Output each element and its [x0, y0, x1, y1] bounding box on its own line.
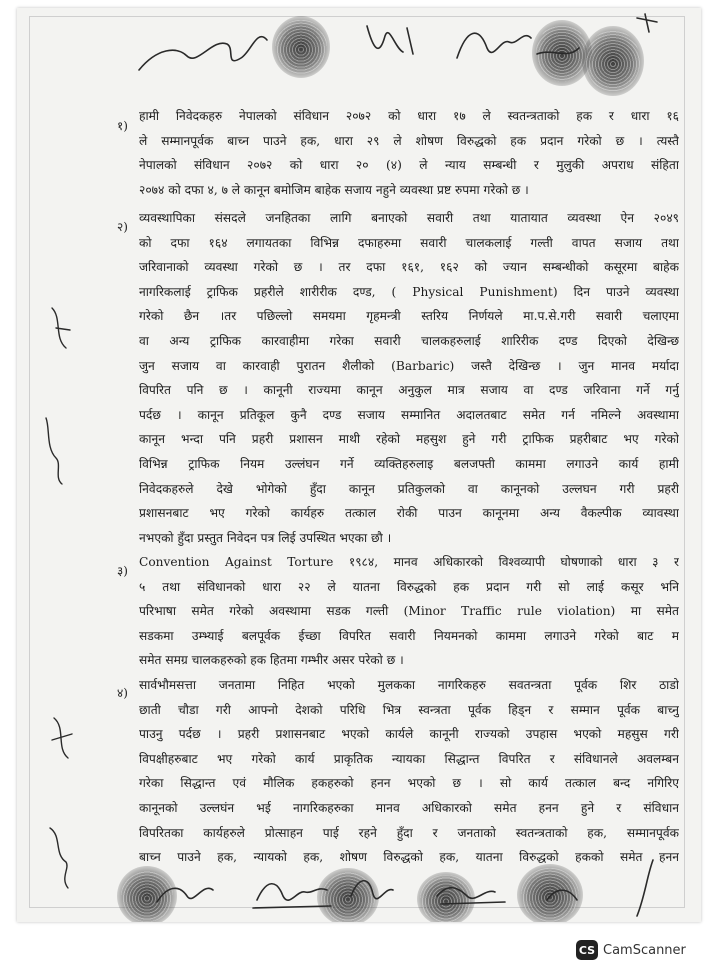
paragraph-2-line: विपरित पनि छ । कानूनी राज्यमा कानून अनुकुल मात्र सजाय वा दण्ड जरिवाना गर्ने गर्नु [139, 383, 679, 398]
paragraph-2-line: प्रशासनबाट भए गरेको कार्यहरु तत्काल रोकी पाउन कानूनमा अन्य वैकल्पीक व्यावस्था [139, 506, 679, 521]
paragraph-1 [139, 104, 679, 202]
margin-signatures-left [32, 288, 92, 908]
paragraph-4-line: विपक्षीहरुबाट भए गरेको कार्य प्राकृतिक न्यायका सिद्धान्त विपरित र संविधानले अवलम्बन [139, 751, 679, 766]
paragraph-2-line: गरेको छैन ।तर पछिल्लो समयमा गृहमन्त्री स्तरिय निर्णयले मा.प.से.गरी सवारी चलाएमा [139, 309, 679, 324]
paragraph-2-line: निवेदकहरुले देखे भोगेको हुँदा कानून प्रतिकुलको वा कानूनको उल्लघन गरी प्रहरी [139, 481, 679, 496]
paragraph-4 [139, 673, 679, 870]
paragraph-2 [139, 206, 679, 550]
paragraph-1-line: ले सम्मानपूर्वक बाच्न पाउने हक, धारा २९ ले शोषण विरुद्धको हक प्रदान गरेको छ । त्यस्तै [139, 133, 679, 148]
paragraph-2-line: जरिवानाको व्यवस्था गरेको छ । तर दफा १६१, १६२ को ज्यान सम्बन्धीको कसूरमा बाहेक [139, 260, 679, 275]
paragraph-4-line: पाउनु पर्दछ । प्रहरी प्रशासनबाट भएको कार्यले कानूनी राज्यको उपहास भएको महसुस गरी [139, 727, 679, 742]
paragraph-3-line: सडकमा उम्भ्याई बलपूर्वक ईच्छा विपरित सवारी नियमनको काममा लगाउने गरेको बाट म [139, 628, 679, 643]
paragraph-2-line: नागरिकलाई ट्राफिक प्रहरीले शारीरीक दण्ड, ( Physical Punishment) दिन पाउने व्यवस्था [139, 284, 679, 299]
signature-bottom [117, 856, 677, 922]
paragraph-1-line: हामी निवेदकहरु नेपालको संविधान २०७२ को धारा १७ ले स्वतन्त्रताको हक र धारा १६ [139, 109, 679, 123]
paragraph-number-2: २) [117, 220, 128, 234]
paragraph-number-4: ४) [117, 686, 128, 700]
paragraph-4-line: सार्वभौमसत्ता जनतामा निहित भएको मुलकका नागरिकहरु सवतन्त्रता पूर्वक शिर ठाडो [139, 678, 679, 692]
camscanner-badge: CS [576, 940, 598, 960]
paragraph-2-line: व्यवस्थापिका संसदले जनहितका लागि बनाएको सवारी तथा यातायात व्यवस्था ऐन २०४९ [139, 211, 679, 225]
paragraph-3-line: परिभाषा समेत गरेको अवस्थामा सडक गल्ती (Minor Traffic rule violation) मा समेत [139, 604, 679, 619]
paragraph-number-1: १) [117, 119, 128, 133]
paragraph-2-line: जुन सजाय वा कारवाही पुरातन शैलीको (Barbaric) जस्तै देखिन्छ । जुन मानव मर्यादा [139, 358, 679, 373]
paragraph-2-line: विभिन्न ट्राफिक नियम उल्लंघन गर्ने व्यक्तिहरुलाइ बलजफ्ती काममा लगाउने कार्य हामी [139, 456, 679, 471]
paragraph-4-line: छाती चौडा गरी आफ्नो देशको परिधि भित्र स्वन्त्रता पूर्वक हिड्न र सम्मान पूर्वक बाच्नु [139, 702, 679, 717]
signature-top [117, 8, 677, 88]
paragraph-2-line: को दफा १६४ लगायतका विभिन्न दफाहरुमा सवारी चालकलाई गल्ती वापत सजाय तथा [139, 235, 679, 250]
paragraph-2-line: पर्दछ । कानून प्रतिकूल कुनै दण्ड सजाय सम्मानित अदालतबाट समेत गर्न नमिल्ने अवस्थामा [139, 407, 679, 422]
paragraph-1-line: २०७४ को दफा ४, ७ ले कानून बमोजिम बाहेक सजाय नहुने व्यवस्था प्रष्ट रुपमा गरेको छ । [139, 182, 529, 197]
paragraph-2-line: नभएको हुँदा प्रस्तुत निवेदन पत्र लिई उपस्थित भएका छौ । [139, 530, 392, 545]
paragraph-2-line: कानून भन्दा पनि प्रहरी प्रशासन माथी रहेको महसुश हुने गरी ट्राफिक प्रहरीबाट भए गरेको [139, 432, 679, 447]
scanned-page [17, 8, 701, 922]
camscanner-name: CamScanner [603, 942, 686, 958]
paragraph-3 [139, 550, 679, 673]
paragraph-4-line: गरेका सिद्धान्त एवं मौलिक हकहरुको हनन भएको छ । सो कार्य तत्काल बन्द नगिरिए [139, 776, 679, 791]
paragraph-3-line: Convention Against Torture १९८४, मानव अधिकारको विश्वव्यापी घोषणाको धारा ३ र [139, 555, 679, 569]
paragraph-3-line: समेत समग्र चालकहरुको हक हितमा गम्भीर असर परेको छ । [139, 653, 404, 668]
paragraph-number-3: ३) [117, 564, 128, 578]
paragraph-4-line: बाच्न पाउने हक, न्यायको हक, शोषण विरुद्धको हक, यातना विरुद्धको हकको समेत हनन [139, 850, 679, 865]
paragraph-4-line: कानूनको उल्लघंन भई नागरिकहरुका मानव अधिकारको समेत हनन हुने र संविधान [139, 800, 679, 815]
paragraph-2-line: वा अन्य ट्राफिक कारवाहीमा गरेका सवारी चालकहरुलाई शारिरीक दण्ड दिएको देखिन्छ [139, 333, 679, 348]
paragraph-3-line: ५ तथा संविधानको धारा २२ ले यातना विरुद्धको हक प्रदान गरी सो लाई कसूर भनि [139, 579, 679, 594]
camscanner-watermark [576, 940, 686, 960]
paragraph-1-line: नेपालको संविधान २०७२ को धारा २० (४) ले न्याय सम्बन्धी र मुलुकी अपराध संहिता [139, 158, 679, 173]
paragraph-4-line: विपरितका कार्यहरुले प्रोत्साहन पाई रहने हुँदा र जनताको स्वतन्त्रताको हक, सम्मानपूर्वक [139, 825, 679, 840]
